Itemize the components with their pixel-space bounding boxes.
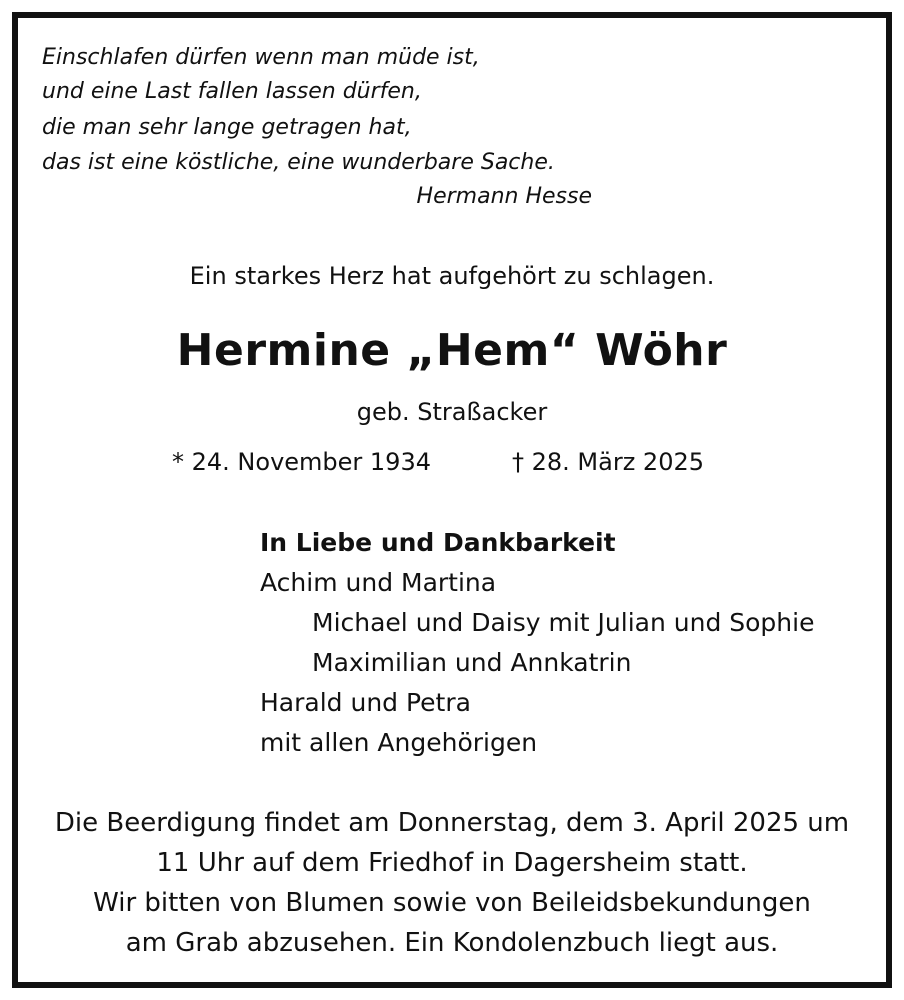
family-member: Maximilian und Annkatrin [312, 648, 632, 677]
maiden-name: geb. Straßacker [356, 398, 548, 426]
funeral-notice-line: Die Beerdigung findet am Donnerstag, dem 3. April 2025 um [54, 808, 850, 838]
family-member: Michael und Daisy mit Julian und Sophie [312, 608, 815, 637]
family-heading: In Liebe und Dankbarkeit [260, 528, 616, 557]
death-date: † 28. März 2025 [512, 448, 705, 476]
family-member: mit allen Angehörigen [260, 728, 538, 757]
poem-line: die man sehr lange getragen hat, [42, 115, 412, 140]
birth-date: * 24. November 1934 [172, 448, 431, 476]
funeral-notice-line: am Grab abzusehen. Ein Kondolenzbuch liegt aus. [125, 928, 779, 958]
deceased-name: Hermine „Hem“ Wöhr [176, 325, 728, 376]
funeral-notice-line: 11 Uhr auf dem Friedhof in Dagersheim statt. [156, 848, 748, 878]
family-member: Achim und Martina [260, 568, 497, 597]
funeral-notice-line: Wir bitten von Blumen sowie von Beileidsbekundungen [93, 888, 811, 918]
intro-text: Ein starkes Herz hat aufgehört zu schlagen. [189, 262, 715, 290]
poem-author: Hermann Hesse [416, 184, 592, 209]
poem-line: Einschlafen dürfen wenn man müde ist, [42, 45, 480, 70]
poem-line: und eine Last fallen lassen dürfen, [42, 79, 422, 104]
poem-line: das ist eine köstliche, eine wunderbare Sache. [42, 150, 555, 175]
family-member: Harald und Petra [260, 688, 471, 717]
